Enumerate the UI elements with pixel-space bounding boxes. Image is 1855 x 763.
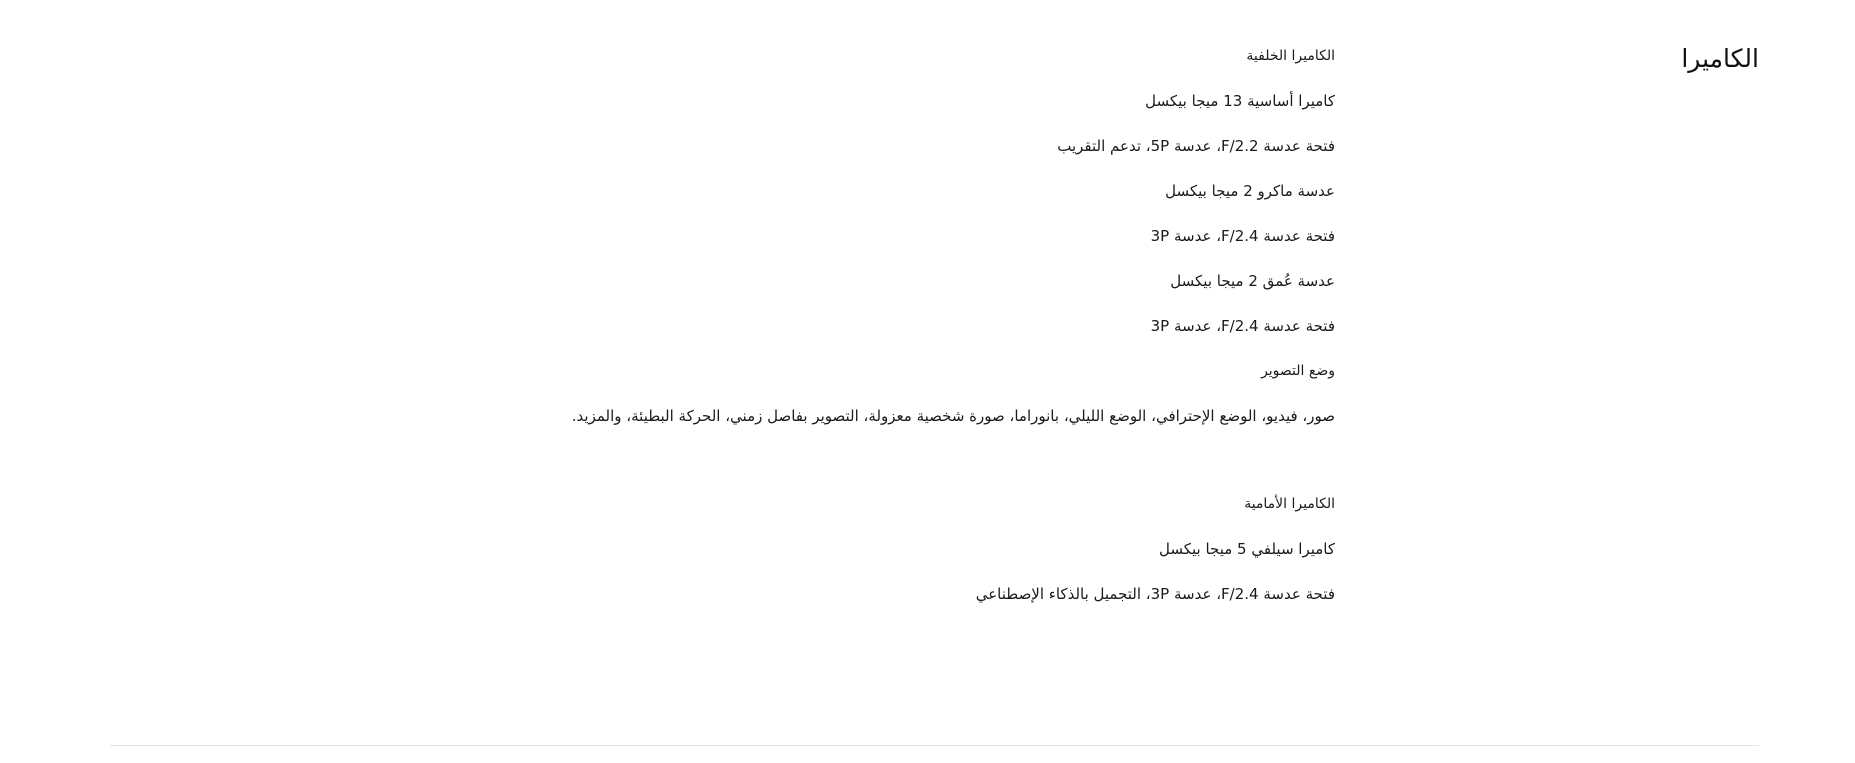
camera-specs [285, 46, 1335, 629]
section-title: الكاميرا [1681, 44, 1759, 73]
shooting-modes-list: صور، فيديو، الوضع الإحترافي، الوضع الليلي، بانوراما، صورة شخصية معزولة، التصوير بفاصل زمني، الحركة البطيئة، والمزيد. [571, 407, 1335, 425]
rear-macro-lens: عدسة ماكرو 2 ميجا بيكسل [1165, 182, 1335, 200]
front-selfie-aperture: فتحة عدسة F/2.4، عدسة 3P، التجميل بالذكاء الإصطناعي [975, 585, 1335, 603]
rear-main-camera: كاميرا أساسية 13 ميجا بيكسل [1145, 92, 1335, 110]
front-selfie-camera: كاميرا سيلفي 5 ميجا بيكسل [1158, 540, 1335, 558]
section-divider [110, 745, 1759, 746]
front-camera-group [285, 494, 1335, 604]
rear-main-aperture: فتحة عدسة F/2.2، عدسة 5P، تدعم التقريب [1057, 137, 1335, 155]
front-camera-heading: الكاميرا الأمامية [1244, 496, 1335, 512]
rear-depth-lens: عدسة عُمق 2 ميجا بيكسل [1170, 272, 1335, 290]
rear-macro-aperture: فتحة عدسة F/2.4، عدسة 3P [1150, 227, 1335, 245]
rear-camera-group [285, 46, 1335, 426]
group-spacer [285, 451, 1335, 494]
rear-camera-heading: الكاميرا الخلفية [1246, 48, 1335, 64]
shooting-mode-heading: وضع التصوير [1261, 363, 1335, 379]
rear-depth-aperture: فتحة عدسة F/2.4، عدسة 3P [1150, 317, 1335, 335]
